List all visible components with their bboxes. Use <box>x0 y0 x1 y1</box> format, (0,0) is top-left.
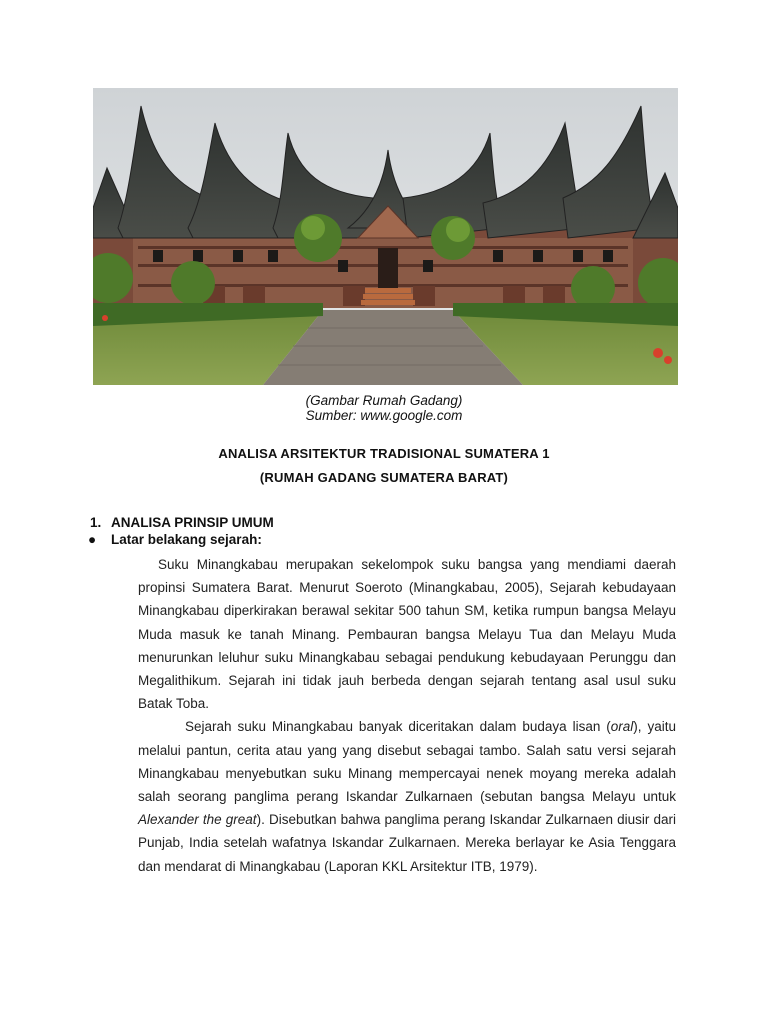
bullet-icon: ● <box>88 532 97 547</box>
figure-caption: (Gambar Rumah Gadang) <box>305 393 463 408</box>
bullet-item <box>88 532 262 547</box>
rumah-gadang-photo <box>93 88 678 385</box>
paragraph-2 <box>138 715 676 877</box>
section-heading <box>90 515 274 530</box>
paragraph-1: Suku Minangkabau merupakan sekelompok suku bangsa yang mendiami daerah propinsi Sumatera Barat. Menurut Soeroto (Minangkabau, 2005), Sejarah kebudayaan Minangkabau diperkirakan berawal sekitar 500 tahun SM, ketika rumpun bangsa Melayu Muda masuk ke tanah Minang. Pembauran bangsa Melayu Tua dan Melayu Muda menurunkan leluhur suku Minangkabau sebagai pendukung kebudayaan Perunggu dan Megalithikum. Sejarah ini tidak jauh berbeda dengan sejarah tentang asal usul suku Batak Toba. <box>138 557 676 712</box>
paragraph-2-part-3: ). Disebutkan bahwa panglima perang Iskandar Zulkarnaen diusir dari Punjab, India setelah wafatnya Iskandar Zulkarnaen. Mereka berlayar ke Asia Tenggara dan mendarat di Minangkabau (Laporan KKL Arsitektur ITB, 1979). <box>138 812 676 874</box>
bullet-label: Latar belakang sejarah: <box>111 532 262 547</box>
document-subtitle: (RUMAH GADANG SUMATERA BARAT) <box>259 470 509 485</box>
section-number: 1. <box>90 515 102 530</box>
figure-source: Sumber: www.google.com <box>305 408 463 423</box>
body-text <box>138 553 676 878</box>
section-heading-text: ANALISA PRINSIP UMUM <box>111 515 274 530</box>
paragraph-2-italic-alexander: Alexander the great <box>138 812 257 828</box>
paragraph-2-italic-oral: oral <box>610 719 634 735</box>
document-title: ANALISA ARSITEKTUR TRADISIONAL SUMATERA 1 <box>218 446 550 461</box>
paragraph-2-part-1: Sejarah suku Minangkabau banyak diceritakan dalam budaya lisan ( <box>185 719 611 735</box>
paragraph-2-part-2: ), yaitu melalui pantun, cerita atau yang yang disebut sebagai tambo. Salah satu versi sejarah Minangkabau menyebutkan suku Minang mempercayai nenek moyang mereka adalah salah seorang panglima perang Iskandar Zulkarnaen (sebutan bangsa Melayu untuk <box>138 719 677 805</box>
